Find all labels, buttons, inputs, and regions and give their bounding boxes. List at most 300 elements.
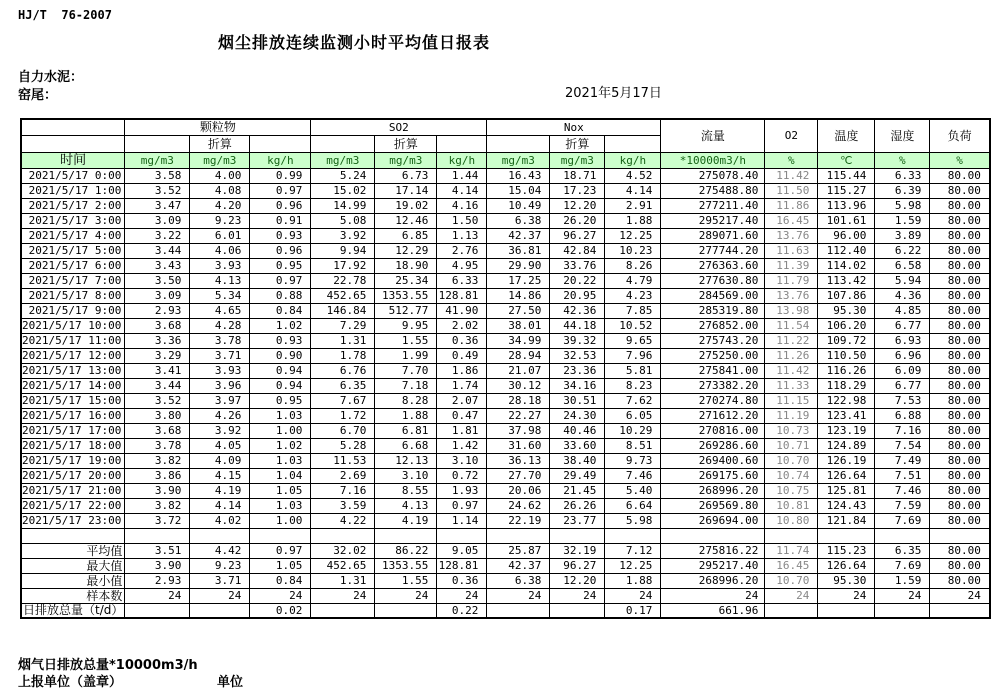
cell-value: 2.07 — [437, 393, 487, 408]
cell-value: 0.36 — [437, 573, 487, 588]
cell-value: 44.18 — [550, 318, 605, 333]
cell-value: 3.93 — [190, 363, 250, 378]
cell-value: 22.19 — [487, 513, 550, 528]
cell-value: 0.72 — [437, 468, 487, 483]
cell-value: 6.38 — [487, 573, 550, 588]
cell-value: 1.81 — [437, 423, 487, 438]
cell-value: 15.02 — [311, 183, 375, 198]
cell-value: 7.59 — [875, 498, 930, 513]
cell-value: 39.32 — [550, 333, 605, 348]
cell-value: 12.20 — [550, 573, 605, 588]
cell-value: 23.77 — [550, 513, 605, 528]
cell-value: 124.43 — [818, 498, 875, 513]
cell-value: 96.27 — [550, 558, 605, 573]
unit-pm-kgh: kg/h — [250, 152, 311, 168]
cell-value — [765, 603, 818, 618]
cell-value: 40.46 — [550, 423, 605, 438]
cell-value: 0.95 — [250, 258, 311, 273]
cell-value: 277630.80 — [661, 273, 765, 288]
cell-value: 0.95 — [250, 393, 311, 408]
cell-value — [930, 603, 990, 618]
cell-time: 2021/5/17 15:00 — [21, 393, 125, 408]
table-row — [21, 303, 990, 318]
cell-time: 2021/5/17 17:00 — [21, 423, 125, 438]
cell-value: 7.67 — [311, 393, 375, 408]
cell-value: 270274.80 — [661, 393, 765, 408]
cell-value: 24 — [661, 588, 765, 603]
empty-cell — [605, 528, 661, 543]
cell-value: 5.28 — [311, 438, 375, 453]
cell-value: 32.19 — [550, 543, 605, 558]
cell-value: 10.81 — [765, 498, 818, 513]
cell-value: 10.71 — [765, 438, 818, 453]
cell-value: 29.90 — [487, 258, 550, 273]
cell-value: 22.78 — [311, 273, 375, 288]
group-particulate: 颗粒物 — [125, 119, 311, 135]
cell-value: 275743.20 — [661, 333, 765, 348]
cell-value: 3.90 — [125, 483, 190, 498]
cell-value: 4.26 — [190, 408, 250, 423]
empty-cell — [311, 528, 375, 543]
cell-value: 3.59 — [311, 498, 375, 513]
cell-value: 2.93 — [125, 303, 190, 318]
cell-value: 6.88 — [875, 408, 930, 423]
cell-value: 80.00 — [930, 468, 990, 483]
cell-time: 2021/5/17 3:00 — [21, 213, 125, 228]
cell-value: 112.40 — [818, 243, 875, 258]
cell-value: 9.65 — [605, 333, 661, 348]
cell-value: 21.07 — [487, 363, 550, 378]
cell-time: 2021/5/17 19:00 — [21, 453, 125, 468]
cell-value: 276363.60 — [661, 258, 765, 273]
group-o2: O2 — [765, 119, 818, 152]
cell-value: 24 — [765, 588, 818, 603]
cell-value: 1.14 — [437, 513, 487, 528]
cell-value: 5.34 — [190, 288, 250, 303]
cell-value: 11.63 — [765, 243, 818, 258]
cell-value: 0.49 — [437, 348, 487, 363]
cell-value: 8.23 — [605, 378, 661, 393]
cell-value: 13.76 — [765, 228, 818, 243]
table-row — [21, 228, 990, 243]
cell-value: 110.50 — [818, 348, 875, 363]
table-row — [21, 378, 990, 393]
cell-value: 269400.60 — [661, 453, 765, 468]
cell-value: 24 — [605, 588, 661, 603]
cell-value: 10.70 — [765, 573, 818, 588]
empty-cell — [605, 135, 661, 152]
cell-value: 126.64 — [818, 468, 875, 483]
table-row — [21, 408, 990, 423]
cell-value: 268996.20 — [661, 483, 765, 498]
cell-time: 2021/5/17 5:00 — [21, 243, 125, 258]
cell-value: 146.84 — [311, 303, 375, 318]
cell-value: 9.23 — [190, 213, 250, 228]
cell-value: 268996.20 — [661, 573, 765, 588]
cell-value: 80.00 — [930, 543, 990, 558]
cell-value: 123.19 — [818, 423, 875, 438]
cell-value: 12.29 — [375, 243, 437, 258]
cell-value: 0.91 — [250, 213, 311, 228]
cell-value: 33.76 — [550, 258, 605, 273]
empty-cell — [375, 528, 437, 543]
cell-value: 3.78 — [125, 438, 190, 453]
cell-value: 42.84 — [550, 243, 605, 258]
cell-value: 3.97 — [190, 393, 250, 408]
cell-value: 7.18 — [375, 378, 437, 393]
cell-value: 18.71 — [550, 168, 605, 183]
cell-value: 1.31 — [311, 573, 375, 588]
cell-value: 6.38 — [487, 213, 550, 228]
cell-value: 17.25 — [487, 273, 550, 288]
cell-value: 275250.00 — [661, 348, 765, 363]
cell-value: 24 — [125, 588, 190, 603]
cell-value: 32.53 — [550, 348, 605, 363]
table-row — [21, 288, 990, 303]
cell-value: 0.97 — [250, 183, 311, 198]
cell-value: 4.14 — [605, 183, 661, 198]
cell-value: 20.22 — [550, 273, 605, 288]
table-row — [21, 438, 990, 453]
cell-value: 1.44 — [437, 168, 487, 183]
cell-value: 1353.55 — [375, 558, 437, 573]
unit-so2-mg: mg/m3 — [311, 152, 375, 168]
table-row — [21, 348, 990, 363]
cell-value: 80.00 — [930, 408, 990, 423]
cell-value: 4.42 — [190, 543, 250, 558]
cell-value: 269175.60 — [661, 468, 765, 483]
cell-value: 42.37 — [487, 228, 550, 243]
cell-value: 275488.80 — [661, 183, 765, 198]
cell-value: 2.69 — [311, 468, 375, 483]
cell-value: 17.23 — [550, 183, 605, 198]
cell-value: 1.03 — [250, 408, 311, 423]
cell-value: 4.20 — [190, 198, 250, 213]
cell-value: 106.20 — [818, 318, 875, 333]
unit-pm-mg: mg/m3 — [125, 152, 190, 168]
cell-time: 2021/5/17 18:00 — [21, 438, 125, 453]
table-row — [21, 333, 990, 348]
empty-cell — [661, 528, 765, 543]
cell-value: 80.00 — [930, 513, 990, 528]
cell-value — [125, 603, 190, 618]
cell-value: 80.00 — [930, 318, 990, 333]
cell-value: 2.76 — [437, 243, 487, 258]
report-date: 2021年5月17日 — [565, 86, 662, 101]
cell-value: 96.00 — [818, 228, 875, 243]
cell-value: 1.04 — [250, 468, 311, 483]
cell-value: 34.99 — [487, 333, 550, 348]
empty-cell — [550, 528, 605, 543]
cell-value: 24 — [818, 588, 875, 603]
cell-value: 7.69 — [875, 558, 930, 573]
cell-time: 2021/5/17 6:00 — [21, 258, 125, 273]
cell-value — [311, 603, 375, 618]
cell-value: 6.09 — [875, 363, 930, 378]
cell-value — [550, 603, 605, 618]
cell-value: 96.27 — [550, 228, 605, 243]
cell-value: 270816.00 — [661, 423, 765, 438]
cell-value: 1353.55 — [375, 288, 437, 303]
cell-value: 11.54 — [765, 318, 818, 333]
reporting-unit-label: 上报单位（盖章） — [18, 675, 123, 690]
cell-value: 3.44 — [125, 243, 190, 258]
cell-value: 80.00 — [930, 348, 990, 363]
cell-value: 125.81 — [818, 483, 875, 498]
cell-value: 4.09 — [190, 453, 250, 468]
cell-value: 7.53 — [875, 393, 930, 408]
cell-value: 37.98 — [487, 423, 550, 438]
spacer-row — [21, 528, 990, 543]
cell-value: 8.28 — [375, 393, 437, 408]
cell-value: 6.58 — [875, 258, 930, 273]
cell-value: 2.91 — [605, 198, 661, 213]
cell-value: 3.09 — [125, 213, 190, 228]
cell-value: 1.55 — [375, 573, 437, 588]
cell-value: 1.31 — [311, 333, 375, 348]
cell-value: 12.25 — [605, 558, 661, 573]
cell-value: 11.15 — [765, 393, 818, 408]
header-row-groups — [21, 119, 990, 135]
table-row — [21, 513, 990, 528]
cell-value: 1.03 — [250, 453, 311, 468]
converted-label-nox: 折算 — [550, 135, 605, 152]
cell-value: 80.00 — [930, 198, 990, 213]
cell-value: 3.93 — [190, 258, 250, 273]
cell-value: 5.81 — [605, 363, 661, 378]
empty-cell — [250, 135, 311, 152]
cell-value: 115.23 — [818, 543, 875, 558]
group-load: 负荷 — [930, 119, 990, 152]
summary-label: 最小值 — [21, 573, 125, 588]
empty-cell — [930, 528, 990, 543]
empty-cell — [487, 135, 550, 152]
cell-value: 7.62 — [605, 393, 661, 408]
cell-value: 113.96 — [818, 198, 875, 213]
cell-value: 7.46 — [605, 468, 661, 483]
cell-value: 5.40 — [605, 483, 661, 498]
cell-value: 12.20 — [550, 198, 605, 213]
cell-value: 6.68 — [375, 438, 437, 453]
cell-value: 80.00 — [930, 183, 990, 198]
table-row — [21, 213, 990, 228]
daily-total-label: 日排放总量（t/d） — [23, 603, 124, 618]
cell-value: 10.73 — [765, 423, 818, 438]
cell-value: 6.85 — [375, 228, 437, 243]
cell-value: 277744.20 — [661, 243, 765, 258]
cell-value: 6.01 — [190, 228, 250, 243]
cell-value: 80.00 — [930, 243, 990, 258]
cell-value: 14.86 — [487, 288, 550, 303]
standard-number: HJ/T 76-2007 — [18, 8, 112, 22]
cell-value: 4.95 — [437, 258, 487, 273]
cell-value: 28.94 — [487, 348, 550, 363]
cell-value: 6.05 — [605, 408, 661, 423]
cell-value: 17.92 — [311, 258, 375, 273]
cell-value: 80.00 — [930, 228, 990, 243]
cell-value: 11.50 — [765, 183, 818, 198]
cell-value: 38.01 — [487, 318, 550, 333]
cell-value: 122.98 — [818, 393, 875, 408]
cell-value: 21.45 — [550, 483, 605, 498]
table-row — [21, 498, 990, 513]
cell-value: 3.51 — [125, 543, 190, 558]
cell-value: 4.79 — [605, 273, 661, 288]
cell-value: 24 — [550, 588, 605, 603]
cell-value — [190, 603, 250, 618]
cell-value: 295217.40 — [661, 213, 765, 228]
cell-value: 4.00 — [190, 168, 250, 183]
cell-value: 109.72 — [818, 333, 875, 348]
cell-value: 4.16 — [437, 198, 487, 213]
cell-time: 2021/5/17 1:00 — [21, 183, 125, 198]
company-label: 自力水泥： — [18, 70, 84, 85]
empty-cell — [190, 528, 250, 543]
cell-value: 6.70 — [311, 423, 375, 438]
cell-value: 29.49 — [550, 468, 605, 483]
group-flow: 流量 — [661, 119, 765, 152]
cell-value: 1.74 — [437, 378, 487, 393]
cell-value: 6.22 — [875, 243, 930, 258]
cell-time: 2021/5/17 8:00 — [21, 288, 125, 303]
cell-value: 5.98 — [605, 513, 661, 528]
cell-value: 128.81 — [437, 288, 487, 303]
cell-value: 269569.80 — [661, 498, 765, 513]
table-row — [21, 243, 990, 258]
summary-row — [21, 558, 990, 573]
cell-value: 1.72 — [311, 408, 375, 423]
table-row — [21, 318, 990, 333]
cell-value: 11.86 — [765, 198, 818, 213]
cell-value: 24 — [930, 588, 990, 603]
summary-row — [21, 573, 990, 588]
table-row — [21, 273, 990, 288]
cell-value: 42.36 — [550, 303, 605, 318]
cell-value: 6.73 — [375, 168, 437, 183]
cell-value: 7.46 — [875, 483, 930, 498]
cell-value: 3.52 — [125, 393, 190, 408]
cell-value: 3.09 — [125, 288, 190, 303]
cell-value: 41.90 — [437, 303, 487, 318]
cell-value: 14.99 — [311, 198, 375, 213]
cell-value: 1.93 — [437, 483, 487, 498]
header-row-units — [21, 152, 990, 168]
cell-value: 3.72 — [125, 513, 190, 528]
cell-value: 3.82 — [125, 498, 190, 513]
cell-value: 3.68 — [125, 423, 190, 438]
cell-value: 80.00 — [930, 333, 990, 348]
cell-value: 7.29 — [311, 318, 375, 333]
cell-value: 0.17 — [605, 603, 661, 618]
cell-value — [487, 603, 550, 618]
cell-value: 7.85 — [605, 303, 661, 318]
cell-value: 0.97 — [250, 543, 311, 558]
cell-value: 4.14 — [437, 183, 487, 198]
cell-value: 6.35 — [311, 378, 375, 393]
cell-value: 7.16 — [311, 483, 375, 498]
group-temperature: 温度 — [818, 119, 875, 152]
cell-time: 2021/5/17 22:00 — [21, 498, 125, 513]
cell-value: 4.14 — [190, 498, 250, 513]
cell-value: 7.96 — [605, 348, 661, 363]
empty-cell — [21, 135, 125, 152]
unit-label: 单位 — [217, 675, 244, 690]
cell-value: 1.02 — [250, 438, 311, 453]
cell-time: 2021/5/17 10:00 — [21, 318, 125, 333]
cell-value: 284569.00 — [661, 288, 765, 303]
cell-value: 4.15 — [190, 468, 250, 483]
cell-value: 6.77 — [875, 318, 930, 333]
cell-value: 3.44 — [125, 378, 190, 393]
cell-value: 6.39 — [875, 183, 930, 198]
table-row — [21, 423, 990, 438]
table-row — [21, 258, 990, 273]
cell-time: 2021/5/17 21:00 — [21, 483, 125, 498]
cell-value: 0.96 — [250, 243, 311, 258]
cell-value: 13.76 — [765, 288, 818, 303]
cell-value: 24.62 — [487, 498, 550, 513]
group-nox: Nox — [487, 119, 661, 135]
cell-value: 24 — [375, 588, 437, 603]
cell-value: 32.02 — [311, 543, 375, 558]
unit-temp: ℃ — [818, 152, 875, 168]
cell-value: 10.80 — [765, 513, 818, 528]
cell-value: 26.20 — [550, 213, 605, 228]
cell-value: 80.00 — [930, 453, 990, 468]
cell-value: 1.88 — [605, 573, 661, 588]
cell-value: 1.05 — [250, 483, 311, 498]
cell-value: 24 — [437, 588, 487, 603]
cell-value: 10.75 — [765, 483, 818, 498]
cell-value: 9.94 — [311, 243, 375, 258]
cell-time: 2021/5/17 9:00 — [21, 303, 125, 318]
cell-value: 3.89 — [875, 228, 930, 243]
converted-label-pm: 折算 — [190, 135, 250, 152]
cell-value: 24 — [487, 588, 550, 603]
cell-value: 1.02 — [250, 318, 311, 333]
cell-value: 0.94 — [250, 378, 311, 393]
cell-value: 4.65 — [190, 303, 250, 318]
cell-value: 275841.00 — [661, 363, 765, 378]
cell-value: 5.94 — [875, 273, 930, 288]
cell-value: 126.64 — [818, 558, 875, 573]
cell-value: 3.86 — [125, 468, 190, 483]
summary-label: 最大值 — [21, 558, 125, 573]
cell-value: 7.54 — [875, 438, 930, 453]
cell-value: 38.40 — [550, 453, 605, 468]
cell-value: 30.12 — [487, 378, 550, 393]
cell-value: 661.96 — [661, 603, 765, 618]
cell-value: 0.94 — [250, 363, 311, 378]
cell-value: 7.16 — [875, 423, 930, 438]
cell-time: 2021/5/17 13:00 — [21, 363, 125, 378]
cell-value: 16.45 — [765, 558, 818, 573]
cell-value: 11.19 — [765, 408, 818, 423]
cell-value: 6.77 — [875, 378, 930, 393]
daily-total-row — [21, 603, 990, 618]
cell-value: 1.88 — [605, 213, 661, 228]
cell-value: 20.95 — [550, 288, 605, 303]
cell-value: 271612.20 — [661, 408, 765, 423]
cell-value: 3.58 — [125, 168, 190, 183]
cell-value: 269286.60 — [661, 438, 765, 453]
group-humidity: 湿度 — [875, 119, 930, 152]
cell-value: 118.29 — [818, 378, 875, 393]
cell-value: 115.27 — [818, 183, 875, 198]
monitoring-table — [20, 118, 991, 619]
cell-value: 9.23 — [190, 558, 250, 573]
cell-value: 26.26 — [550, 498, 605, 513]
